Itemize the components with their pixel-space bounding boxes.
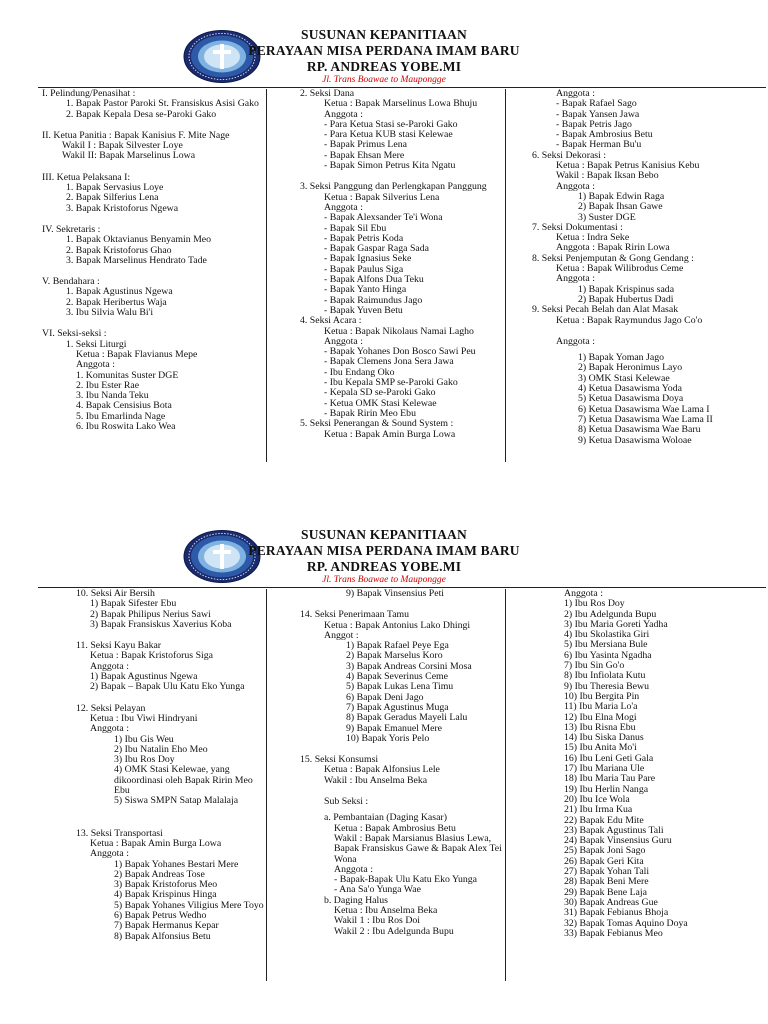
list-line: 6. Ibu Roswita Lako Wea [76, 421, 176, 433]
list-line: 8) Ketua Dasawisma Wae Baru [578, 424, 701, 436]
list-line: Wakil II: Bapak Marselinus Lowa [62, 150, 196, 162]
priest-name: RP. ANDREAS YOBE.MI [306, 559, 462, 574]
list-line: 1) Bapak Rafael Peye Ega [346, 640, 449, 652]
list-line: 5. Seksi Penerangan & Sound System : [300, 418, 454, 430]
list-line: - Bapak Yohanes Don Bosco Sawi Peu [324, 346, 476, 358]
list-line: Anggota : [564, 588, 603, 599]
list-line: 10) Bapak Yoris Pelo [346, 732, 430, 744]
list-line: Anggota : Bapak Ririn Lowa [556, 242, 670, 254]
list-line: Anggota : [556, 88, 595, 99]
list-line: Anggota : [556, 273, 595, 285]
list-line: Ketua : Bapak Wilibrodus Ceme [556, 263, 684, 275]
list-line: 30) Bapak Andreas Gue [564, 896, 658, 908]
list-line: - Bapak Gaspar Raga Sada [324, 243, 430, 255]
list-line: Ketua : Bapak Antonius Lako Dhingi [324, 619, 471, 631]
list-line: 2. Ibu Ester Rae [76, 379, 140, 391]
list-line: Wona [334, 853, 357, 865]
list-line: 9) Bapak Vinsensius Peti [346, 588, 445, 599]
list-line: 28) Bapak Beni Mere [564, 876, 649, 888]
list-line: - Bapak Herman Bu'u [556, 139, 642, 151]
list-line: 2) Bapak Philipus Nerius Sawi [90, 608, 211, 620]
list-line: Anggota : [556, 335, 595, 347]
list-line: 2. Bapak Kepala Desa se-Paroki Gako [66, 108, 217, 120]
list-line: 26) Bapak Geri Kita [564, 855, 644, 867]
list-line: 3. Seksi Panggung dan Perlengkapan Panggung [300, 181, 487, 193]
list-line: 12. Seksi Pelayan [76, 702, 146, 714]
spacer [56, 807, 264, 818]
list-line: - Bapak Yanto Hinga [324, 284, 407, 296]
list-line: 33) Bapak Febianus Meo [564, 927, 663, 939]
list-line: - Para Ketua KUB stasi Kelewae [324, 129, 453, 141]
list-line: 7) Ibu Sin Go'o [564, 660, 625, 672]
list-line: Ketua : Bapak Amin Burga Lowa [90, 837, 222, 849]
list-line: 13) Ibu Risna Ebu [564, 721, 636, 733]
document-title: SUSUNAN KEPANITIAAN [301, 527, 467, 542]
list-line: V. Bendahara : [42, 276, 100, 288]
column-divider [266, 589, 267, 981]
list-line: 2) Ibu Natalin Eho Meo [114, 743, 208, 755]
list-line: - Bapak Ehsan Mere [324, 149, 405, 161]
list-line: - Bapak Sil Ebu [324, 222, 387, 234]
list-line: 23) Bapak Agustinus Tali [564, 824, 664, 836]
list-line: Wakil : Bapak Marsianus Blasius Lewa, [334, 832, 492, 844]
list-line: 24) Bapak Vinsensius Guru [564, 835, 672, 847]
list-line: 1) Bapak Krispinus sada [578, 283, 675, 295]
list-line: 2) Bapak Andreas Tose [114, 868, 205, 880]
column-2 [300, 89, 487, 440]
list-line: 3) Bapak Fransiskus Xaverius Koba [90, 618, 232, 630]
list-line: dikoordinasi oleh Bapak Ririn Meo [114, 774, 253, 786]
list-line: 2. Bapak Kristoforus Ghao [66, 244, 172, 256]
list-line: 2) Bapak Marselus Koro [346, 650, 443, 662]
list-line: Anggot : [324, 629, 359, 641]
list-line: Anggota : [90, 848, 129, 860]
list-line: - Bapak Petris Koda [324, 232, 404, 244]
list-line: Ketua : Bapak Amin Burga Lowa [324, 428, 456, 440]
list-line: 2. Bapak Silferius Lena [66, 192, 159, 204]
list-line: 2. Bapak Heribertus Waja [66, 296, 167, 308]
list-line: 6) Ketua Dasawisma Wae Lama I [578, 403, 710, 415]
list-line: 7) Ketua Dasawisma Wae Lama II [578, 413, 713, 425]
list-line: - Bapak Ririn Meo Ebu [324, 407, 416, 419]
list-line: a. Pembantaian (Daging Kasar) [324, 812, 447, 824]
list-line: 2) Ibu Adelgunda Bupu [564, 608, 657, 620]
list-line: - Bapak Yansen Jawa [556, 108, 640, 120]
list-line: 21) Ibu Irma Kua [564, 804, 633, 816]
list-line: 9) Ibu Theresia Bewu [564, 680, 649, 692]
list-line: 5) Ibu Mersiana Bule [564, 639, 648, 651]
document-title: SUSUNAN KEPANITIAAN [301, 27, 467, 42]
list-line: Anggota : [324, 108, 363, 120]
list-line: 1) Bapak Yoman Jago [578, 352, 664, 364]
list-line: Bapak Fransiskus Gawe & Bapak Alex Tei [334, 843, 502, 855]
list-line: - Bapak Rafael Sago [556, 98, 637, 110]
list-line: 1. Bapak Oktavianus Benyamin Meo [66, 234, 212, 246]
document-subtitle: PERAYAAN MISA PERDANA IMAM BARU [248, 43, 520, 58]
column-divider [505, 89, 506, 462]
list-line: 3. Ibu Silvia Walu Bi'i [66, 307, 154, 319]
list-line: 22) Bapak Edu Mite [564, 814, 644, 826]
list-line: Wakil I : Bapak Silvester Loye [62, 140, 183, 152]
column-1 [56, 589, 264, 942]
list-line: Ketua : Bapak Kristoforus Siga [90, 650, 213, 662]
list-line: 1. Komunitas Suster DGE [76, 369, 179, 381]
list-line: 1) Bapak Sifester Ebu [90, 598, 177, 610]
list-line: 2. Seksi Dana [300, 88, 355, 99]
list-line: - Bapak Clemens Jona Sera Jawa [324, 356, 454, 368]
list-line: Ketua : Ibu Anselma Beka [334, 905, 438, 917]
list-line: Ketua : Bapak Flavianus Mepe [76, 348, 198, 360]
list-line: Ketua : Bapak Alfonsius Lele [324, 764, 440, 776]
list-line: 4) OMK Stasi Kelewae, yang [114, 764, 230, 776]
list-line: 8) Bapak Geradus Mayeli Lalu [346, 712, 468, 724]
list-line: 20) Ibu Ice Wola [564, 793, 630, 805]
document-subtitle: PERAYAAN MISA PERDANA IMAM BARU [248, 543, 520, 558]
list-line: 3. Bapak Marselinus Hendrato Tade [66, 254, 207, 266]
column-3 [540, 589, 688, 939]
list-line: 4. Bapak Censisius Bota [76, 400, 172, 412]
list-line: Ketua : Bapak Nikolaus Namai Lagho [324, 325, 474, 337]
list-line: 15. Seksi Konsumsi [300, 754, 379, 766]
list-line: Sub Seksi : [324, 796, 369, 808]
list-line: 10. Seksi Air Bersih [76, 588, 155, 599]
list-line: 8. Seksi Penjemputan & Gong Gendang : [532, 252, 694, 264]
list-line: Wakil : Bapak Iksan Bebo [556, 170, 659, 182]
list-line: 7) Bapak Hermanus Kepar [114, 920, 219, 932]
list-line: 2) Bapak Heronimus Layo [578, 362, 683, 374]
list-line: Anggota : [324, 335, 363, 347]
list-line: II. Ketua Panitia : Bapak Kanisius F. Mite Nage [42, 129, 230, 141]
list-line: 3) Bapak Andreas Corsini Mosa [346, 660, 472, 672]
list-line: 4) Ketua Dasawisma Yoda [578, 383, 682, 395]
list-line: 25) Bapak Joni Sago [564, 845, 646, 857]
list-line: 1. Bapak Pastor Paroki St. Fransiskus Asisi Gako [66, 98, 259, 110]
list-line: - Bapak Simon Petrus Kita Ngatu [324, 160, 456, 172]
list-line: 14. Seksi Penerimaan Tamu [300, 609, 410, 621]
list-line: - Bapak Paulus Siga [324, 263, 404, 275]
list-line: - Bapak Ambrosius Betu [556, 129, 653, 141]
list-line: 27) Bapak Yohan Tali [564, 866, 650, 878]
list-line: 3) Ibu Maria Goreti Yadha [564, 618, 668, 630]
list-line: 29) Bapak Bene Laja [564, 886, 647, 898]
list-line: 31) Bapak Febianus Bhoja [564, 907, 669, 919]
list-line: 1) Bapak Yohanes Bestari Mere [114, 858, 239, 870]
list-line: b. Daging Halus [324, 894, 388, 906]
list-line: Wakil 2 : Ibu Adelgunda Bupu [334, 925, 454, 937]
column-divider [266, 89, 267, 462]
list-line: 3) Suster DGE [578, 211, 636, 223]
list-line: 2) Bapak Hubertus Dadi [578, 293, 674, 305]
address-line: Jl. Trans Boawae to Maupongge [322, 75, 446, 85]
list-line: 1. Bapak Servasius Loye [66, 182, 164, 194]
list-line: 13. Seksi Transportasi [76, 827, 163, 839]
list-line: 11) Ibu Maria Lo'a [564, 701, 638, 713]
list-line: 1. Seksi Liturgi [66, 338, 127, 350]
list-line: 19) Ibu Herlin Nanga [564, 783, 649, 795]
list-line: Wakil : Ibu Anselma Beka [324, 774, 428, 786]
list-line: 17) Ibu Mariana Ule [564, 763, 645, 775]
list-line: 11. Seksi Kayu Bakar [76, 640, 162, 652]
list-line: 12) Ibu Elna Mogi [564, 711, 637, 723]
list-line: 3) Bapak Kristoforus Meo [114, 879, 218, 891]
list-line: 1. Bapak Agustinus Ngewa [66, 286, 173, 298]
list-line: Anggota : [556, 180, 595, 192]
list-line: 32) Bapak Tomas Aquino Doya [564, 917, 688, 929]
list-line: Ketua : Ibu Viwi Hindryani [90, 712, 198, 724]
priest-name: RP. ANDREAS YOBE.MI [306, 59, 462, 74]
list-line: 1) Bapak Edwin Raga [578, 190, 665, 202]
list-line: - Bapak Petris Jago [556, 118, 632, 130]
list-line: Anggota : [76, 359, 115, 371]
list-line: - Ana Sa'o Yunga Wae [334, 884, 421, 896]
page-header [0, 527, 768, 587]
list-line: - Bapak Primus Lena [324, 139, 407, 151]
list-line: 4) Ibu Skolastika Giri [564, 629, 650, 641]
list-line: Ketua : Bapak Petrus Kanisius Kebu [556, 160, 700, 172]
list-line: 4. Seksi Acara : [300, 315, 362, 327]
list-line: 5) Ketua Dasawisma Doya [578, 393, 684, 405]
list-line: 9) Ketua Dasawisma Woloae [578, 434, 692, 446]
list-line: Ebu [114, 785, 130, 797]
list-line: 7. Seksi Dokumentasi : [532, 221, 623, 233]
list-line: I. Pelindung/Penasihat : [42, 88, 136, 99]
list-line: - Kepala SD se-Paroki Gako [324, 387, 436, 399]
list-line: - Ibu Kepala SMP se-Paroki Gako [324, 377, 458, 389]
list-line: Ketua : Bapak Silverius Lena [324, 191, 440, 203]
list-line: 7) Bapak Agustinus Muga [346, 701, 449, 713]
column-2 [300, 589, 502, 937]
list-line: 5) Siswa SMPN Satap Malalaja [114, 795, 239, 807]
list-line: 16) Ibu Leni Geti Gala [564, 752, 654, 764]
list-line: Wakil 1 : Ibu Ros Doi [334, 915, 421, 927]
list-line: IV. Sekretaris : [42, 223, 101, 235]
list-line: III. Ketua Pelaksana I: [42, 171, 131, 183]
list-line: Anggota : [324, 201, 363, 213]
list-line: 3) Ibu Ros Doy [114, 754, 175, 766]
address-line: Jl. Trans Boawae to Maupongge [322, 575, 446, 585]
list-line: - Bapak Ignasius Seke [324, 253, 412, 265]
list-line: 10) Ibu Bergita Pin [564, 690, 640, 702]
document-page-1 [0, 27, 768, 482]
list-line: 3. Bapak Kristoforus Ngewa [66, 202, 179, 214]
list-line: 18) Ibu Maria Tau Pare [564, 773, 656, 785]
list-line: - Bapak Alfons Dua Teku [324, 274, 424, 286]
list-line: 9. Seksi Pecah Belah dan Alat Masak [532, 304, 679, 316]
list-line: 6) Bapak Deni Jago [346, 691, 424, 703]
list-line: 3. Ibu Nanda Teku [76, 390, 149, 402]
column-3 [532, 89, 713, 446]
list-line: - Bapak Raimundus Jago [324, 294, 423, 306]
list-line: - Ibu Endang Oko [324, 366, 395, 378]
list-line: 6) Ibu Yasinta Ngadha [564, 649, 652, 661]
spacer [56, 818, 264, 829]
list-line: 5. Ibu Emarlinda Nage [76, 410, 166, 422]
list-line: 6. Seksi Dekorasi : [532, 149, 607, 161]
list-line: - Ketua OMK Stasi Kelewae [324, 397, 437, 409]
header-divider [38, 87, 766, 88]
list-line: 6) Bapak Petrus Wedho [114, 910, 207, 922]
list-line: 4) Bapak Krispinus Hinga [114, 889, 217, 901]
list-line: Ketua : Indra Seke [556, 232, 630, 244]
list-line: Anggota : [334, 863, 373, 875]
list-line: 3) OMK Stasi Kelewae [578, 372, 670, 384]
list-line: 4) Bapak Severinus Ceme [346, 671, 449, 683]
list-line: 15) Ibu Anita Mo'i [564, 742, 637, 754]
list-line: 5) Bapak Lukas Lena Timu [346, 681, 454, 693]
column-1 [42, 89, 259, 432]
list-line: 14) Ibu Siska Danus [564, 732, 644, 744]
document-page-2 [0, 527, 768, 982]
list-line: 9) Bapak Emanuel Mere [346, 722, 443, 734]
list-line: Anggota : [90, 660, 129, 672]
list-line: 8) Ibu Infiolata Kutu [564, 670, 646, 682]
column-divider [505, 589, 506, 981]
list-line: - Bapak Alexsander Te'i Wona [324, 212, 443, 224]
list-line: - Bapak-Bapak Ulu Katu Eko Yunga [334, 874, 478, 886]
list-line: - Bapak Yuven Betu [324, 304, 403, 316]
list-line: 8) Bapak Alfonsius Betu [114, 930, 211, 942]
list-line: 2) Bapak Ihsan Gawe [578, 201, 663, 213]
list-line: VI. Seksi-seksi : [42, 328, 107, 340]
list-line: 2) Bapak – Bapak Ulu Katu Eko Yunga [90, 681, 245, 693]
list-line: 1) Bapak Agustinus Ngewa [90, 671, 198, 683]
page-header [0, 27, 768, 87]
list-line: - Para Ketua Stasi se-Paroki Gako [324, 118, 458, 130]
list-line: 5) Bapak Yohanes Viligius Mere Toyo [114, 899, 264, 911]
list-line: Anggota : [90, 723, 129, 735]
list-line: Ketua : Bapak Ambrosius Betu [334, 822, 456, 834]
list-line: 1) Ibu Ros Doy [564, 598, 625, 610]
list-line: 1) Ibu Gis Weu [114, 733, 174, 745]
list-line: Ketua : Bapak Raymundus Jago Co'o [556, 314, 703, 326]
list-line: Ketua : Bapak Marselinus Lowa Bhuju [324, 98, 478, 110]
